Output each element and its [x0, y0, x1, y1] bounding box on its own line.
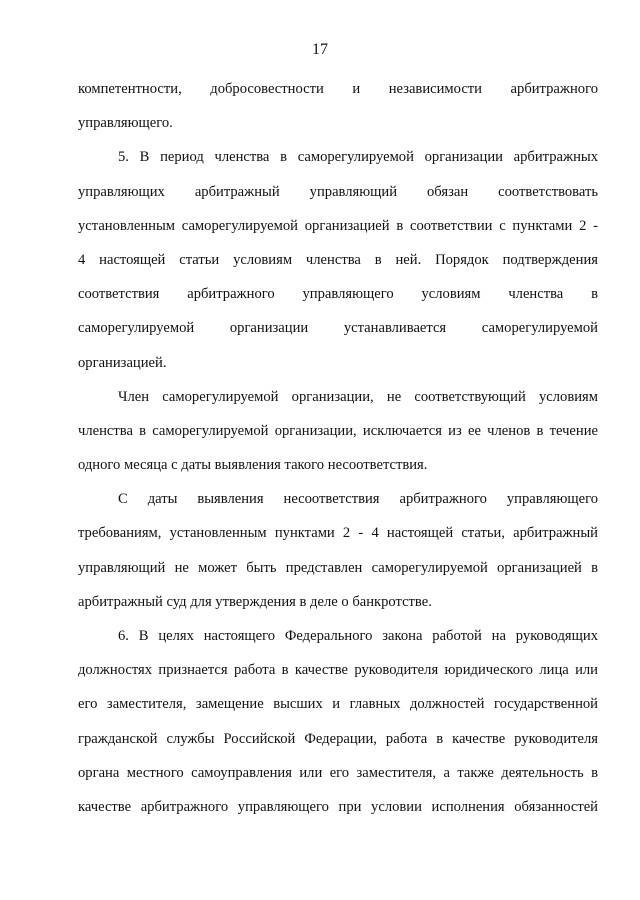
text-line: органа местного самоуправления или его заместителя, а также деятельность в [78, 764, 598, 781]
text-line: саморегулируемой организации устанавливается саморегулируемой [78, 320, 598, 337]
document-body [78, 72, 598, 824]
text-line: 6. В целях настоящего Федерального закона работой на руководящих [118, 628, 598, 644]
paragraph-1 [78, 72, 598, 140]
text-line: управляющих арбитражный управляющий обязан соответствовать [78, 183, 598, 200]
text-line: членства в саморегулируемой организации, исключается из ее членов в течение [78, 422, 598, 439]
text-line: установленным саморегулируемой организацией в соответствии с пунктами 2 - [78, 217, 598, 234]
text-line: его заместителя, замещение высших и главных должностей государственной [78, 696, 598, 713]
text-line: требованиям, установленным пунктами 2 - 4 настоящей статьи, арбитражный [78, 525, 598, 542]
paragraph-item-5 [78, 140, 598, 379]
text-line: управляющий не может быть представлен саморегулируемой организацией в [78, 559, 598, 576]
page-number: 17 [312, 41, 328, 58]
text-line: гражданской службы Российской Федерации, работа в качестве руководителя [78, 730, 598, 747]
paragraph-member-exclusion [78, 380, 598, 483]
text-line: 4 настоящей статьи условиям членства в ней. Порядок подтверждения [78, 251, 598, 268]
text-line: соответствия арбитражного управляющего условиям членства в [78, 286, 598, 303]
text-line: Член саморегулируемой организации, не соответствующий условиям [118, 388, 598, 405]
text-line: должностях признается работа в качестве руководителя юридического лица или [78, 662, 598, 679]
text-line: 5. В период членства в саморегулируемой организации арбитражных [118, 149, 598, 166]
text-line: С даты выявления несоответствия арбитражного управляющего [118, 491, 598, 508]
paragraph-item-6 [78, 619, 598, 824]
text-line: компетентности, добросовестности и независимости арбитражного [78, 81, 598, 97]
paragraph-nonconformity [78, 482, 598, 619]
text-line: управляющего. [78, 115, 173, 132]
text-line: качестве арбитражного управляющего при условии исполнения обязанностей [78, 798, 598, 815]
text-line: организацией. [78, 354, 167, 371]
text-line: арбитражный суд для утверждения в деле о банкротстве. [78, 593, 432, 610]
text-line: одного месяца с даты выявления такого несоответствия. [78, 457, 428, 474]
